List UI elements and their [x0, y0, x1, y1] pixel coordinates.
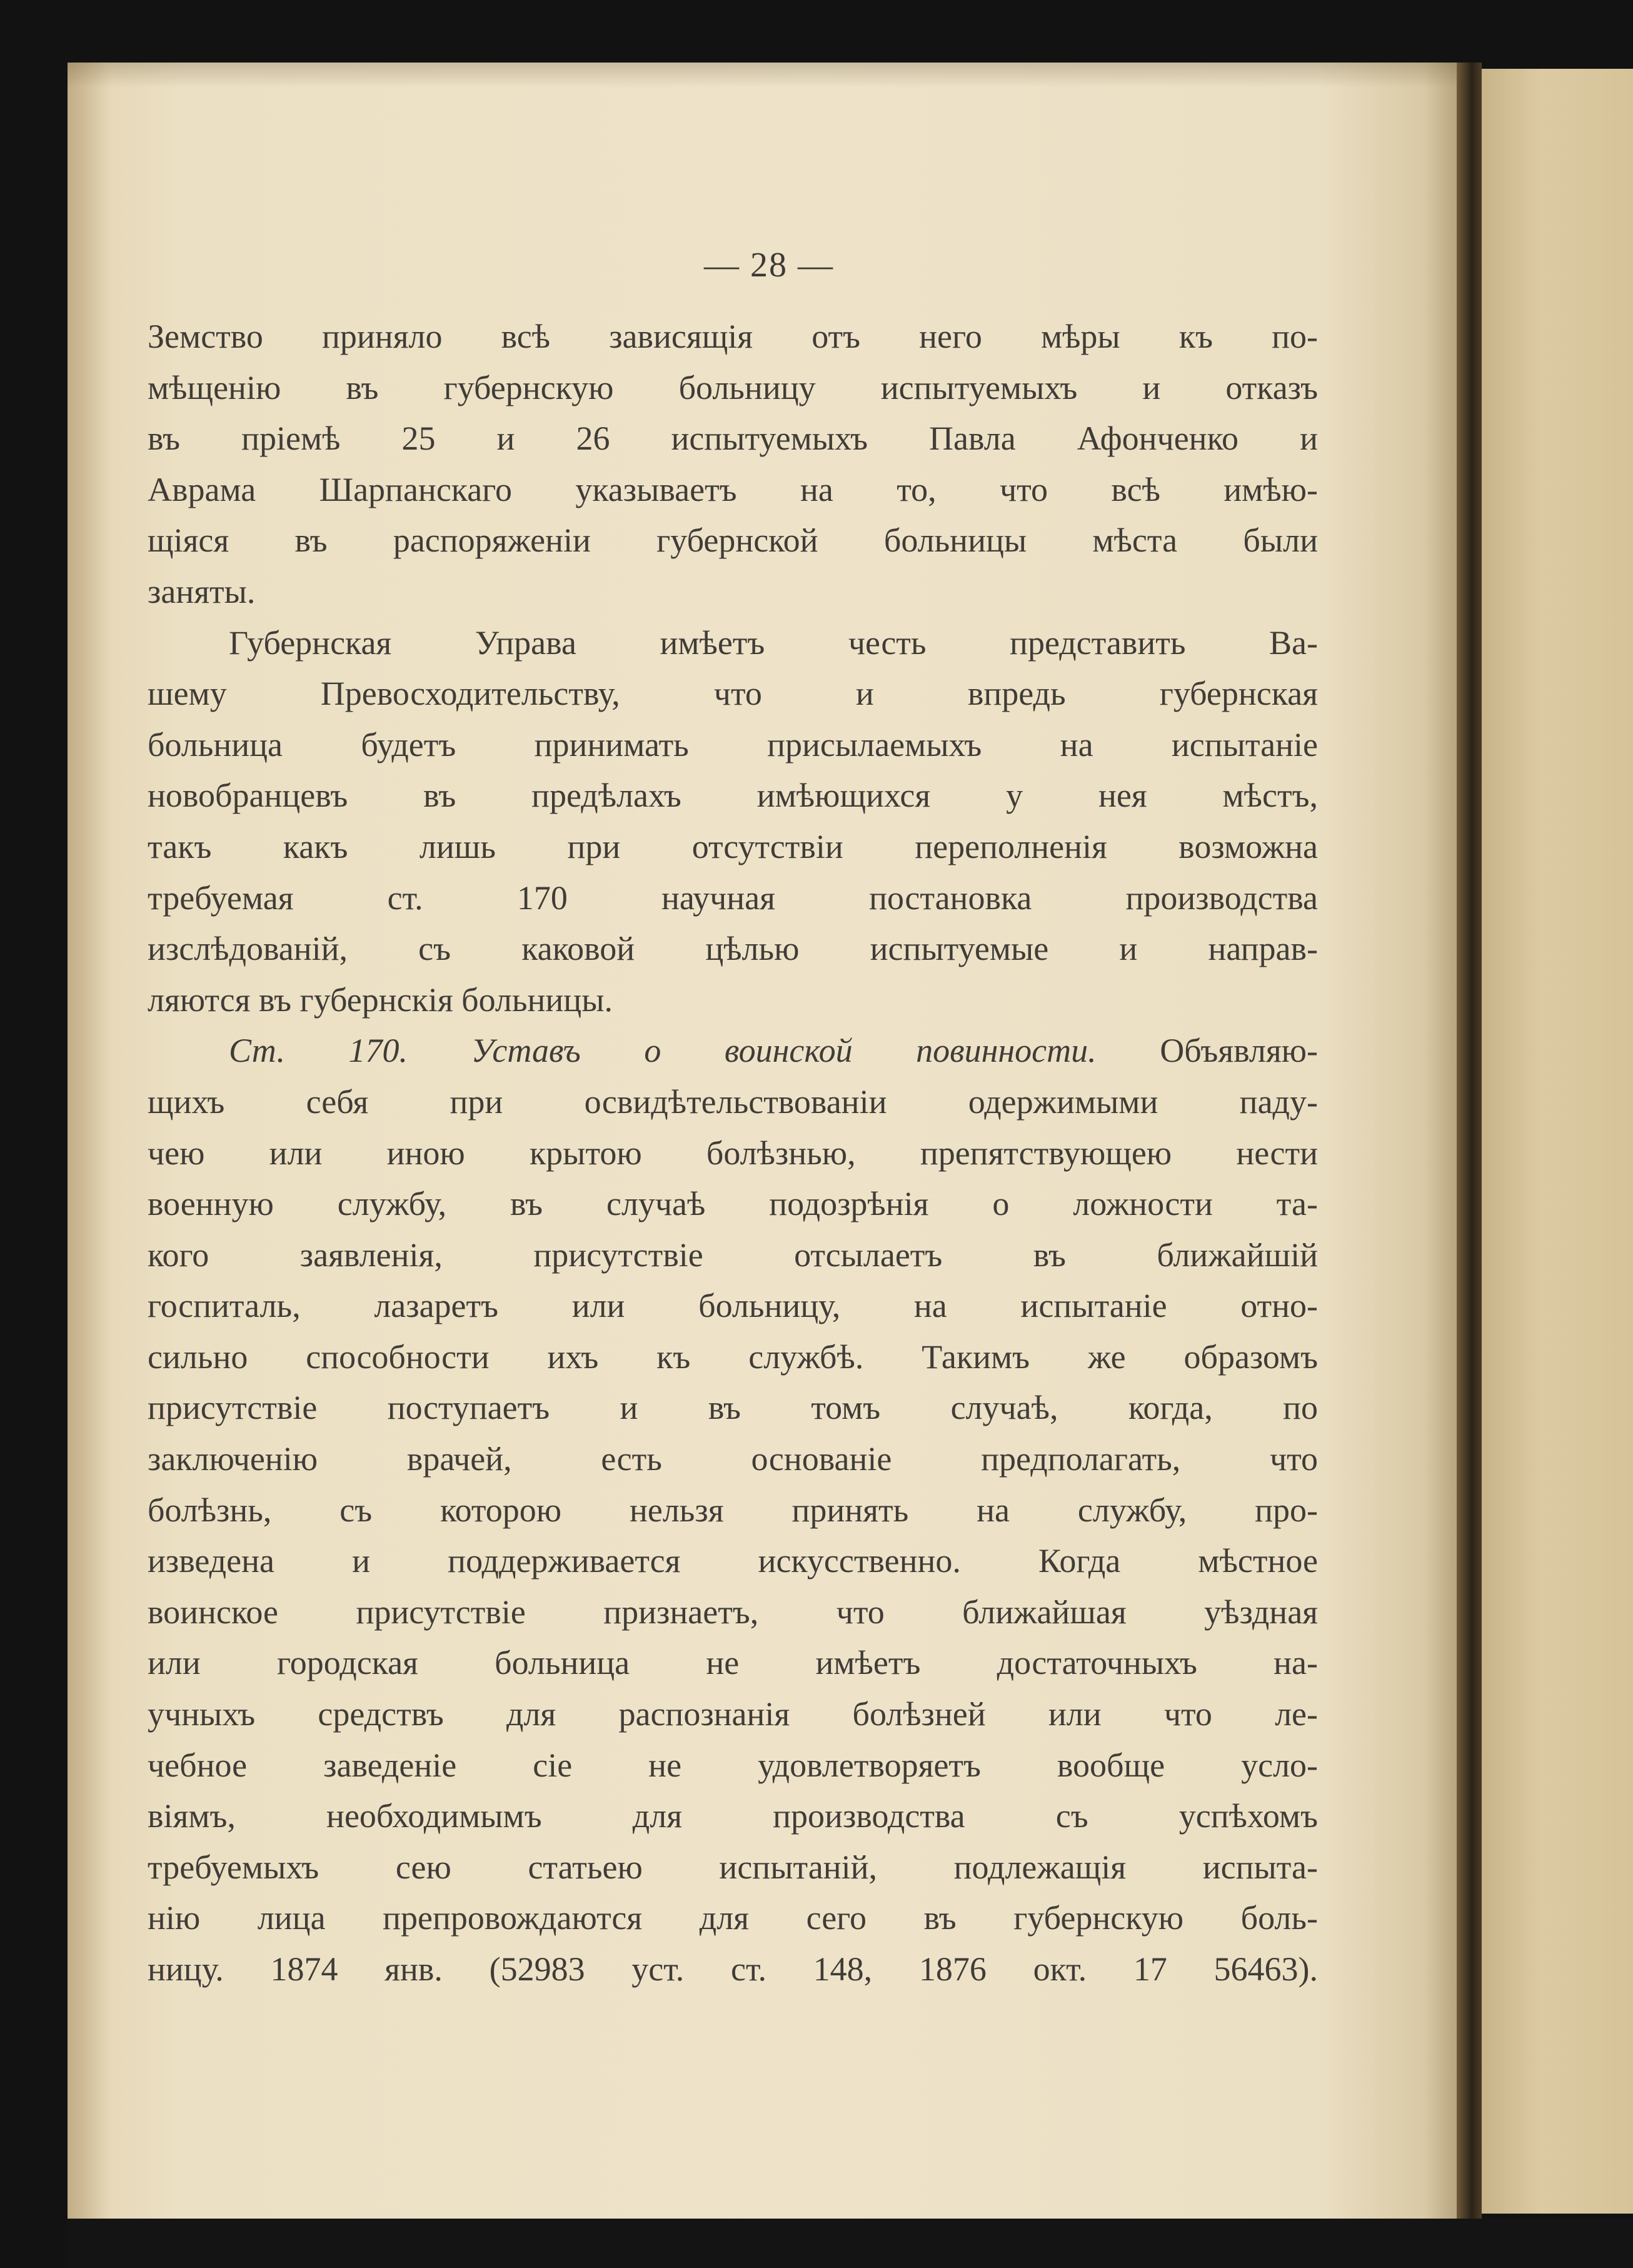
text-line [148, 515, 1318, 567]
text-line-content: требуемыхъ сею статьею испытаній, подлежащія испыта- [148, 1848, 1318, 1886]
text-line [148, 1230, 1318, 1281]
text-line [148, 1281, 1318, 1332]
text-line-content: въ пріемѣ 25 и 26 испытуемыхъ Павла Афонченко и [148, 420, 1318, 458]
text-line-content: учныхъ средствъ для распознанія болѣзней или что ле- [148, 1695, 1318, 1733]
text-line-content: ницу. 1874 янв. (52983 уст. ст. 148, 1876 окт. 17 56463). [148, 1950, 1318, 1988]
text-line-content: Объявляю- [1160, 1032, 1319, 1070]
text-line-content: изслѣдованій, съ каковой цѣлью испытуемые и направ- [148, 930, 1318, 968]
text-line-content: чебное заведеніе сіе не удовлетворяетъ вообще усло- [148, 1746, 1318, 1784]
text-line-content: болѣзнь, съ которою нельзя принять на службу, про- [148, 1491, 1318, 1529]
text-line [148, 465, 1318, 516]
text-line-content: шему Превосходительству, что и впредь губернская [148, 675, 1318, 713]
text-line [148, 924, 1318, 975]
text-line [148, 567, 1318, 618]
text-line-content: заняты. [148, 572, 256, 610]
text-line [148, 975, 1318, 1026]
text-line-content: віямъ, необходимымъ для производства съ успѣхомъ [148, 1797, 1318, 1835]
text-line-content: военную службу, въ случаѣ подозрѣнія о ложности та- [148, 1185, 1318, 1223]
text-line [148, 1740, 1318, 1792]
text-line [148, 1077, 1318, 1128]
text-line [148, 1893, 1318, 1944]
text-line-content: изведена и поддерживается искусственно. Когда мѣстное [148, 1542, 1318, 1580]
text-line-content: чею или иною крытою болѣзнью, препятствующею нести [148, 1134, 1318, 1172]
text-line-content: Губернская Управа имѣетъ честь представить Ва- [229, 623, 1318, 662]
facing-page-edge [1482, 69, 1633, 2214]
text-line-content: заключенію врачей, есть основаніе предполагать, что [148, 1440, 1318, 1478]
book-gutter [1457, 63, 1482, 2219]
text-line-content: мѣщенію въ губернскую больницу испытуемыхъ и отказъ [148, 368, 1318, 406]
text-line [148, 1026, 1318, 1077]
text-line [148, 1536, 1318, 1587]
text-line-content: сильно способности ихъ къ службѣ. Такимъ же образомъ [148, 1338, 1318, 1376]
page-number: — 28 — [704, 246, 834, 285]
text-line [148, 770, 1318, 822]
text-line [148, 1791, 1318, 1842]
text-line-content: ляются въ губернскія больницы. [148, 980, 613, 1019]
text-line [148, 822, 1318, 873]
text-line [148, 1689, 1318, 1740]
text-line-content: требуемая ст. 170 научная постановка производства [148, 879, 1318, 917]
text-line [148, 1944, 1318, 1995]
text-line [148, 1128, 1318, 1179]
text-line-content: присутствіе поступаетъ и въ томъ случаѣ, когда, по [148, 1389, 1318, 1427]
text-line [148, 1383, 1318, 1434]
text-line [148, 873, 1318, 924]
text-line [148, 1332, 1318, 1383]
text-line [148, 363, 1318, 414]
text-line-content: больница будетъ принимать присылаемыхъ на испытаніе [148, 725, 1318, 764]
text-line-content: Земство приняло всѣ зависящія отъ него мѣры къ по- [148, 318, 1318, 355]
text-line [148, 413, 1318, 465]
text-line-content: или городская больница не имѣетъ достаточныхъ на- [148, 1644, 1318, 1682]
body-text [148, 311, 1318, 1995]
text-line-content: нію лица препровождаются для сего въ губернскую боль- [148, 1899, 1318, 1937]
text-line [148, 1179, 1318, 1230]
text-line [148, 311, 1318, 363]
text-line-content: кого заявленія, присутствіе отсылаетъ въ ближайшій [148, 1236, 1318, 1274]
text-line-content: щихъ себя при освидѣтельствованіи одержимыми паду- [148, 1082, 1318, 1121]
text-line [148, 1485, 1318, 1536]
text-line-content: госпиталь, лазаретъ или больницу, на испытаніе отно- [148, 1287, 1318, 1325]
text-line [148, 1842, 1318, 1893]
text-line-content: такъ какъ лишь при отсутствіи переполненія возможна [148, 827, 1318, 865]
text-line [148, 618, 1318, 669]
article-citation: Ст. 170. Уставъ о воинской повинности. [229, 1032, 1097, 1070]
text-line [148, 1434, 1318, 1485]
text-line-content: щіяся въ распоряженіи губернской больницы мѣста были [148, 522, 1318, 560]
text-line [148, 1638, 1318, 1689]
text-line [148, 1587, 1318, 1638]
text-line [148, 720, 1318, 771]
text-line [148, 668, 1318, 720]
scan-bottom-border [68, 2219, 1633, 2268]
text-line-content: новобранцевъ въ предѣлахъ имѣющихся у нея мѣстъ, [148, 777, 1318, 815]
text-line-content: Аврама Шарпанскаго указываетъ на то, что всѣ имѣю- [148, 470, 1318, 508]
text-line-content: воинское присутствіе признаетъ, что ближайшая уѣздная [148, 1593, 1318, 1631]
page-top-shadow [68, 63, 1469, 88]
page-edge-shading [68, 63, 111, 2219]
